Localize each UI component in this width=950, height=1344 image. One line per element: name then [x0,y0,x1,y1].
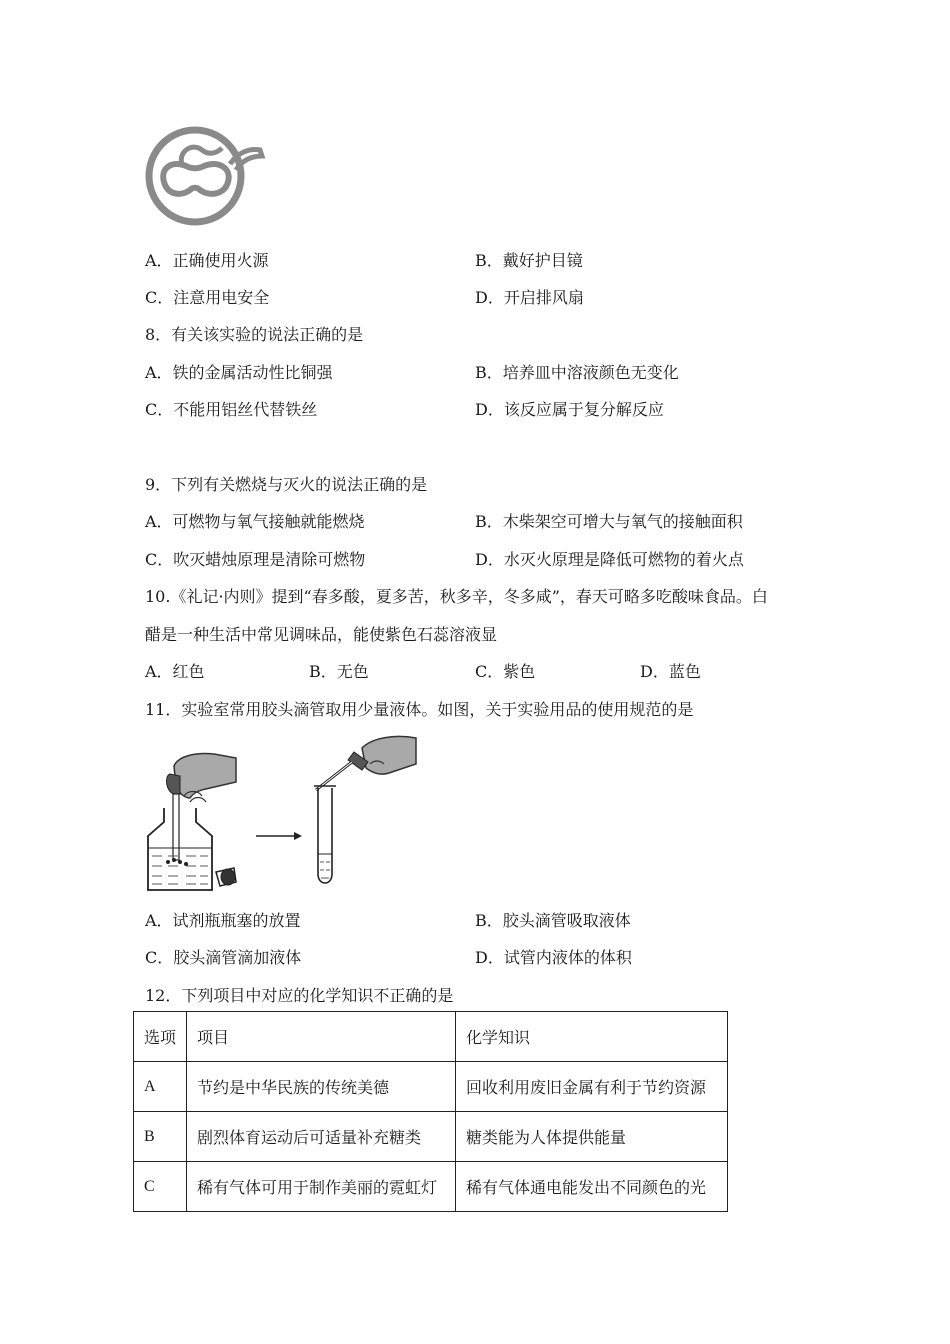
q10-option-a: A．红色 [145,662,205,681]
q10-stem-line1: 10.《礼记·内则》提到“春多酸，夏多苦，秋多辛，冬多咸”，春天可略多吃酸味食品。白 [145,587,768,606]
q8-option-b: B．培养皿中溶液颜色无变化 [475,363,679,382]
q8-option-c: C．不能用铝丝代替铁丝 [145,400,318,419]
q10-option-b: B．无色 [309,662,369,681]
q11-option-b: B．胶头滴管吸取液体 [475,911,631,930]
knowledge-table [133,1011,728,1212]
q9-stem: 9．下列有关燃烧与灭火的说法正确的是 [145,475,428,494]
row-item: 稀有气体可用于制作美丽的霓虹灯 [187,1162,456,1212]
left-hand-graphic [174,754,236,803]
dropper-experiment-illustration [140,732,430,894]
q11-option-c: C．胶头滴管滴加液体 [145,948,302,967]
q7-option-c: C．注意用电安全 [145,288,270,307]
q10-option-d: D．蓝色 [640,662,701,681]
table-header-row [134,1012,728,1062]
q9-option-a: A．可燃物与氧气接触就能燃烧 [145,512,365,531]
row-option: A [134,1062,187,1112]
q8-option-a: A．铁的金属活动性比铜强 [145,363,333,382]
q11-stem: 11．实验室常用胶头滴管取用少量液体。如图，关于实验用品的使用规范的是 [145,700,694,719]
bottle-stopper-graphic [216,868,236,886]
table-row [134,1112,728,1162]
header-knowledge: 化学知识 [456,1012,728,1062]
row-option: B [134,1112,187,1162]
table-row [134,1162,728,1212]
q7-option-b: B．戴好护目镜 [475,251,583,270]
q7-option-a: A．正确使用火源 [145,251,269,270]
q8-stem: 8．有关该实验的说法正确的是 [145,325,364,344]
header-option: 选项 [134,1012,187,1062]
q10-option-c: C．紫色 [475,662,536,681]
row-knowledge: 稀有气体通电能发出不同颜色的光 [456,1162,728,1212]
row-knowledge: 糖类能为人体提供能量 [456,1112,728,1162]
q11-option-a: A．试剂瓶瓶塞的放置 [145,911,301,930]
row-option: C [134,1162,187,1212]
q8-option-d: D．该反应属于复分解反应 [475,400,664,419]
q11-option-d: D．试管内液体的体积 [475,948,632,967]
q7-option-d: D．开启排风扇 [475,288,584,307]
q9-option-d: D．水灭火原理是降低可燃物的着火点 [475,550,744,569]
q9-option-c: C．吹灭蜡烛原理是清除可燃物 [145,550,366,569]
right-hand-graphic [362,736,416,774]
row-item: 节约是中华民族的传统美德 [187,1062,456,1112]
q12-stem: 12．下列项目中对应的化学知识不正确的是 [145,986,454,1005]
header-item: 项目 [187,1012,456,1062]
test-tube-graphic [314,786,336,883]
table-row [134,1062,728,1112]
q9-option-b: B．木柴架空可增大与氧气的接触面积 [475,512,743,531]
q10-stem-line2: 醋是一种生活中常见调味品，能使紫色石蕊溶液显 [145,625,498,644]
safety-icon [142,124,270,228]
row-item: 剧烈体育运动后可适量补充糖类 [187,1112,456,1162]
row-knowledge: 回收利用废旧金属有利于节约资源 [456,1062,728,1112]
arrow-right-icon [256,832,302,840]
reagent-bottle-graphic [148,808,212,890]
